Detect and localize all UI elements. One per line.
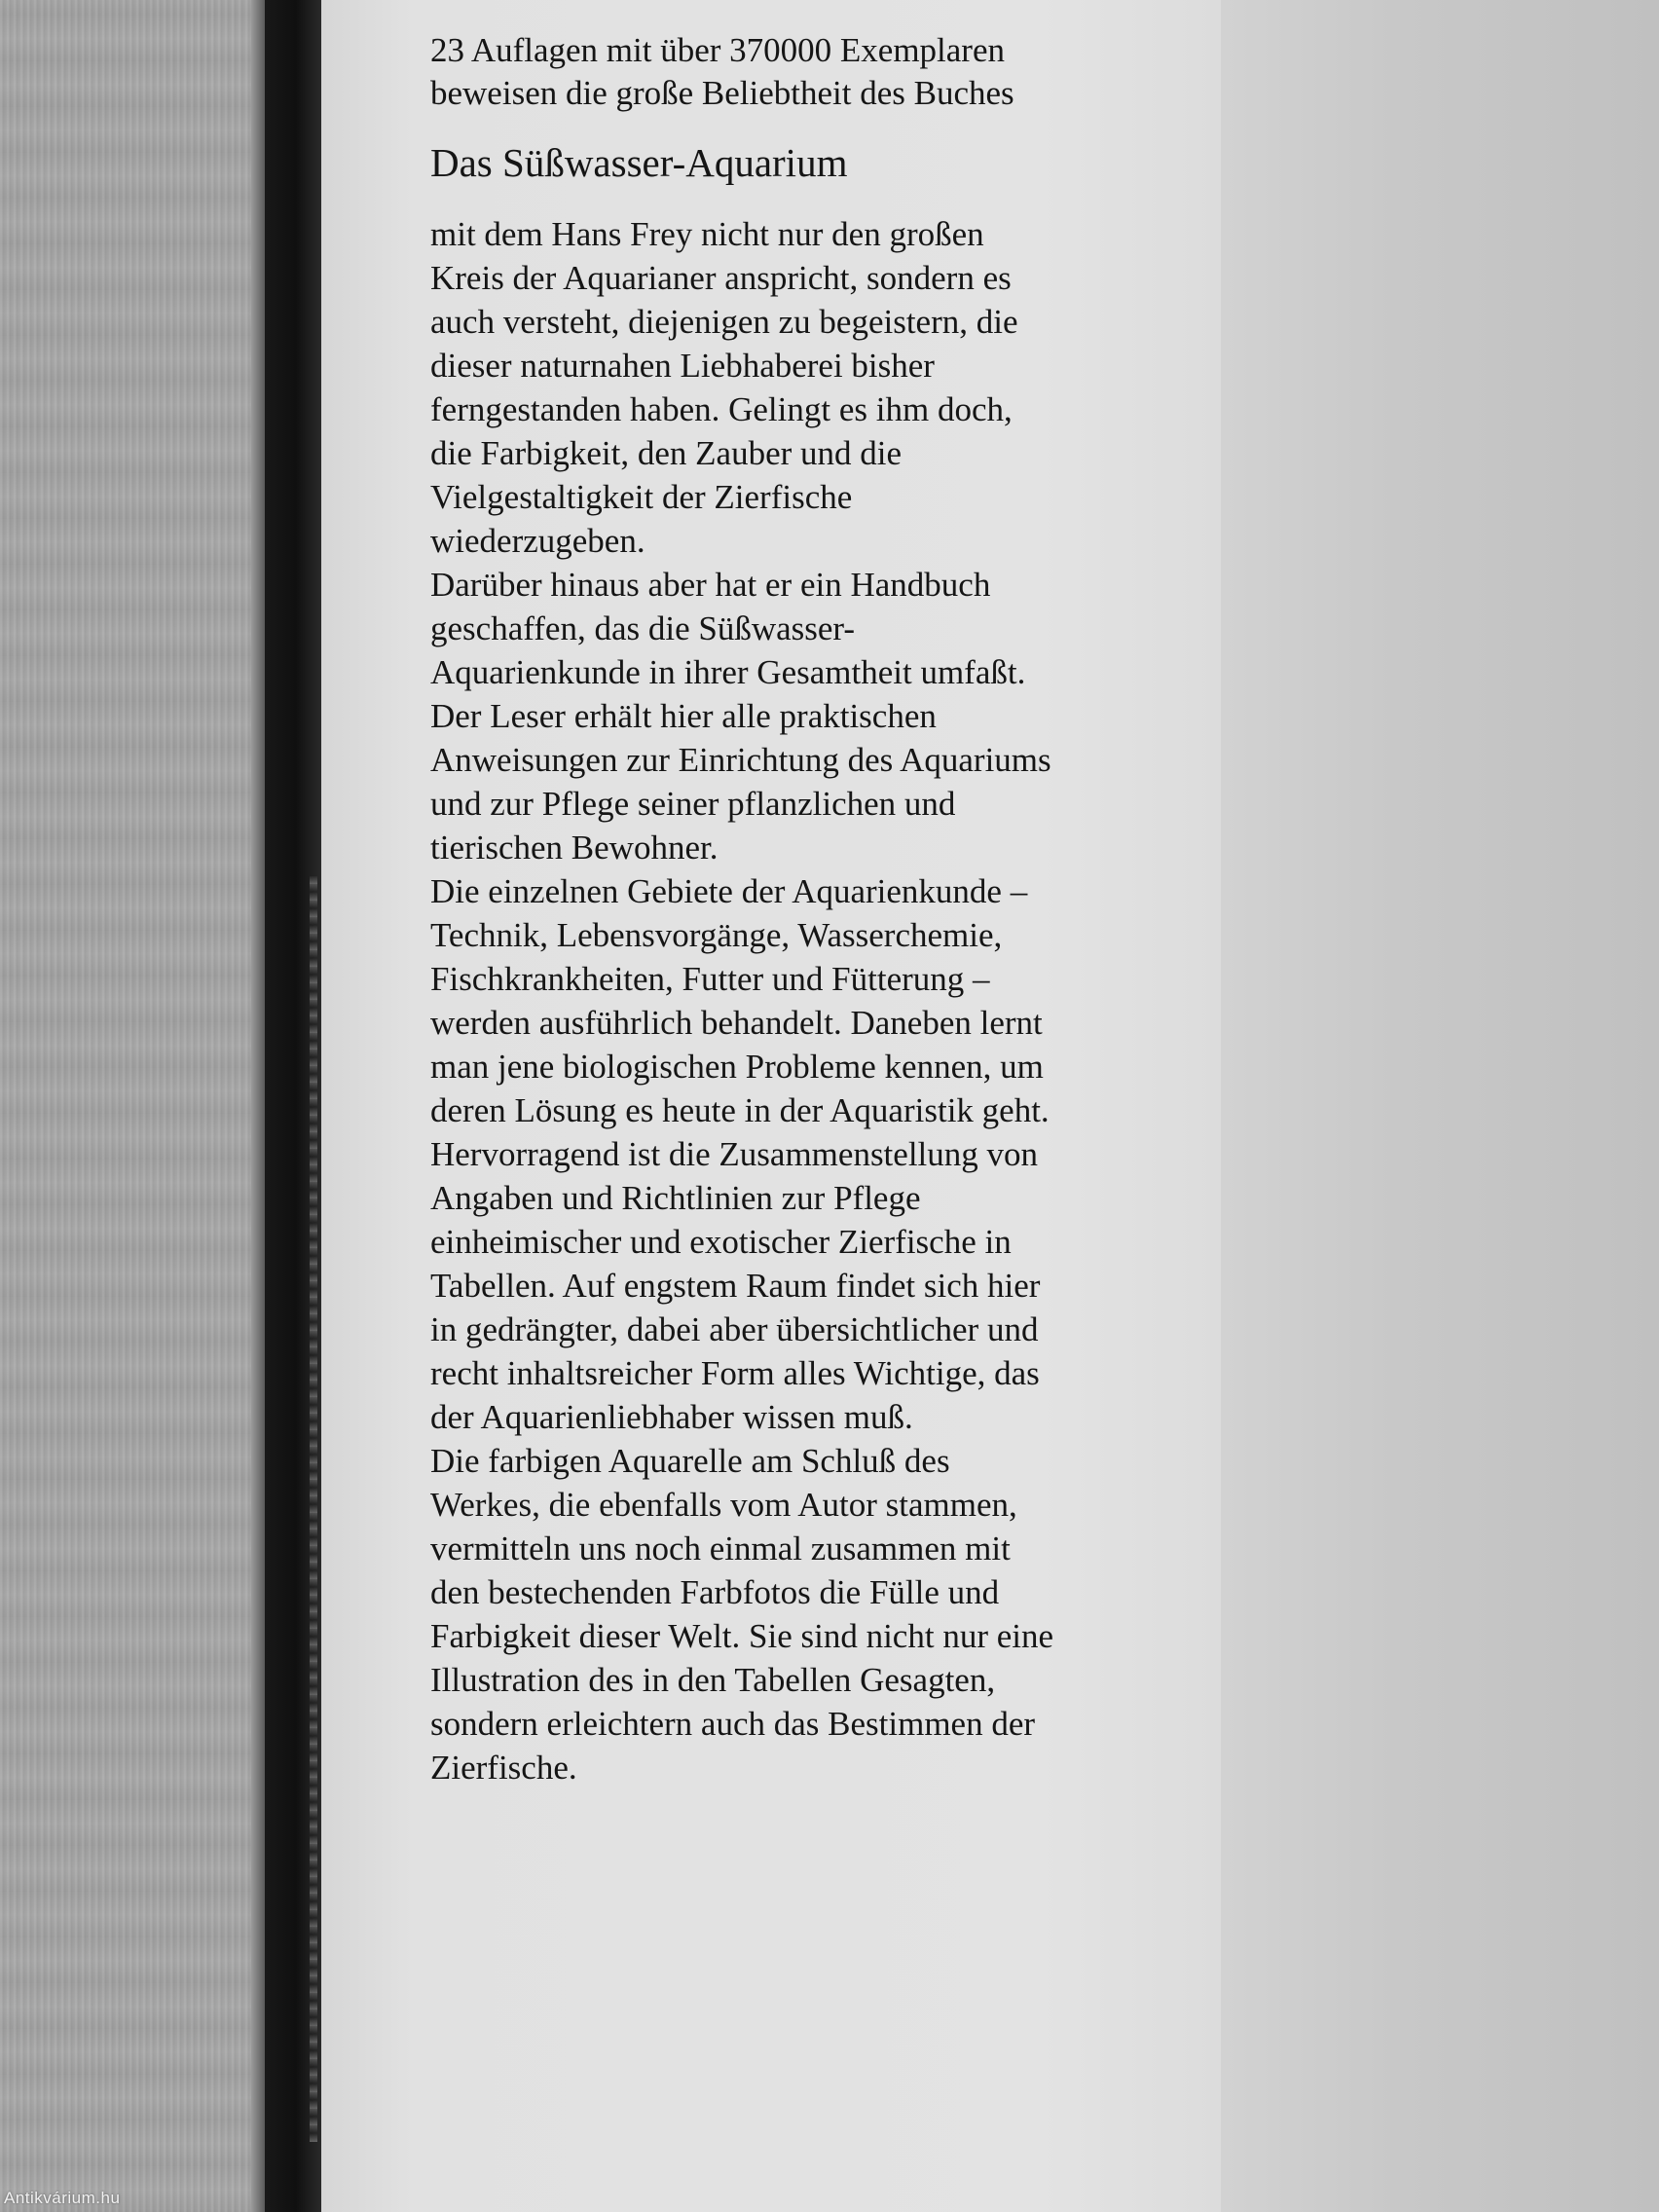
spine-wear — [310, 876, 317, 2142]
flap-text — [430, 29, 1053, 1789]
book-description — [430, 212, 1053, 1789]
description-paragraph: Die einzelnen Gebiete der Aquarienkunde – Technik, Lebensvorgänge, Wasserchemie, Fischkrankheiten, Futter und Fütterung – werden ausführlich behandelt. Daneben lernt man jene biologischen Probleme kennen, um deren Lösung es heute in der Aquaristik geht. — [430, 872, 1050, 1129]
description-paragraph: Darüber hinaus aber hat er ein Handbuch geschaffen, das die Süßwasser-Aquarienkunde in ihrer Gesamtheit umfaßt. Der Leser erhält hier alle praktischen Anweisungen zur Einrichtung des Aquariums und zur Pflege seiner pflanzlichen und tierischen Bewohner. — [430, 566, 1051, 866]
wooden-surface — [0, 0, 265, 2212]
description-paragraph: Hervorragend ist die Zusammenstellung von Angaben und Richtlinien zur Pflege einheimischer und exotischer Zierfische in Tabellen. Auf engstem Raum findet sich hier in gedrängter, dabei aber übersichtlicher und recht inhaltsreicher Form alles Wichtige, das der Aquarienliebhaber wissen muß. — [430, 1135, 1041, 1436]
book-flap-shadow — [1221, 0, 1659, 2212]
watermark: Antikvárium.hu — [4, 2189, 121, 2207]
book-title: Das Süßwasser-Aquarium — [430, 140, 848, 185]
description-paragraph: mit dem Hans Frey nicht nur den großen Kreis der Aquarianer anspricht, sondern es auch versteht, diejenigen zu begeistern, die dieser naturnahen Liebhaberei bisher ferngestanden haben. Gelingt es ihm doch, die Farbigkeit, den Zauber und die Vielgestaltigkeit der Zierfische wiederzugeben. — [430, 215, 1018, 560]
description-paragraph: Die farbigen Aquarelle am Schluß des Werkes, die ebenfalls vom Autor stammen, vermitteln uns noch einmal zusammen mit den bestechenden Farbfotos die Fülle und Farbigkeit dieser Welt. Sie sind nicht nur eine Illustration des in den Tabellen Gesagten, sondern erleichtern auch das Bestimmen der Zierfische. — [430, 1442, 1054, 1787]
wooden-surface-edge — [251, 0, 265, 2212]
edition-note: 23 Auflagen mit über 370000 Exemplaren beweisen die große Beliebtheit des Buches — [430, 31, 1014, 112]
